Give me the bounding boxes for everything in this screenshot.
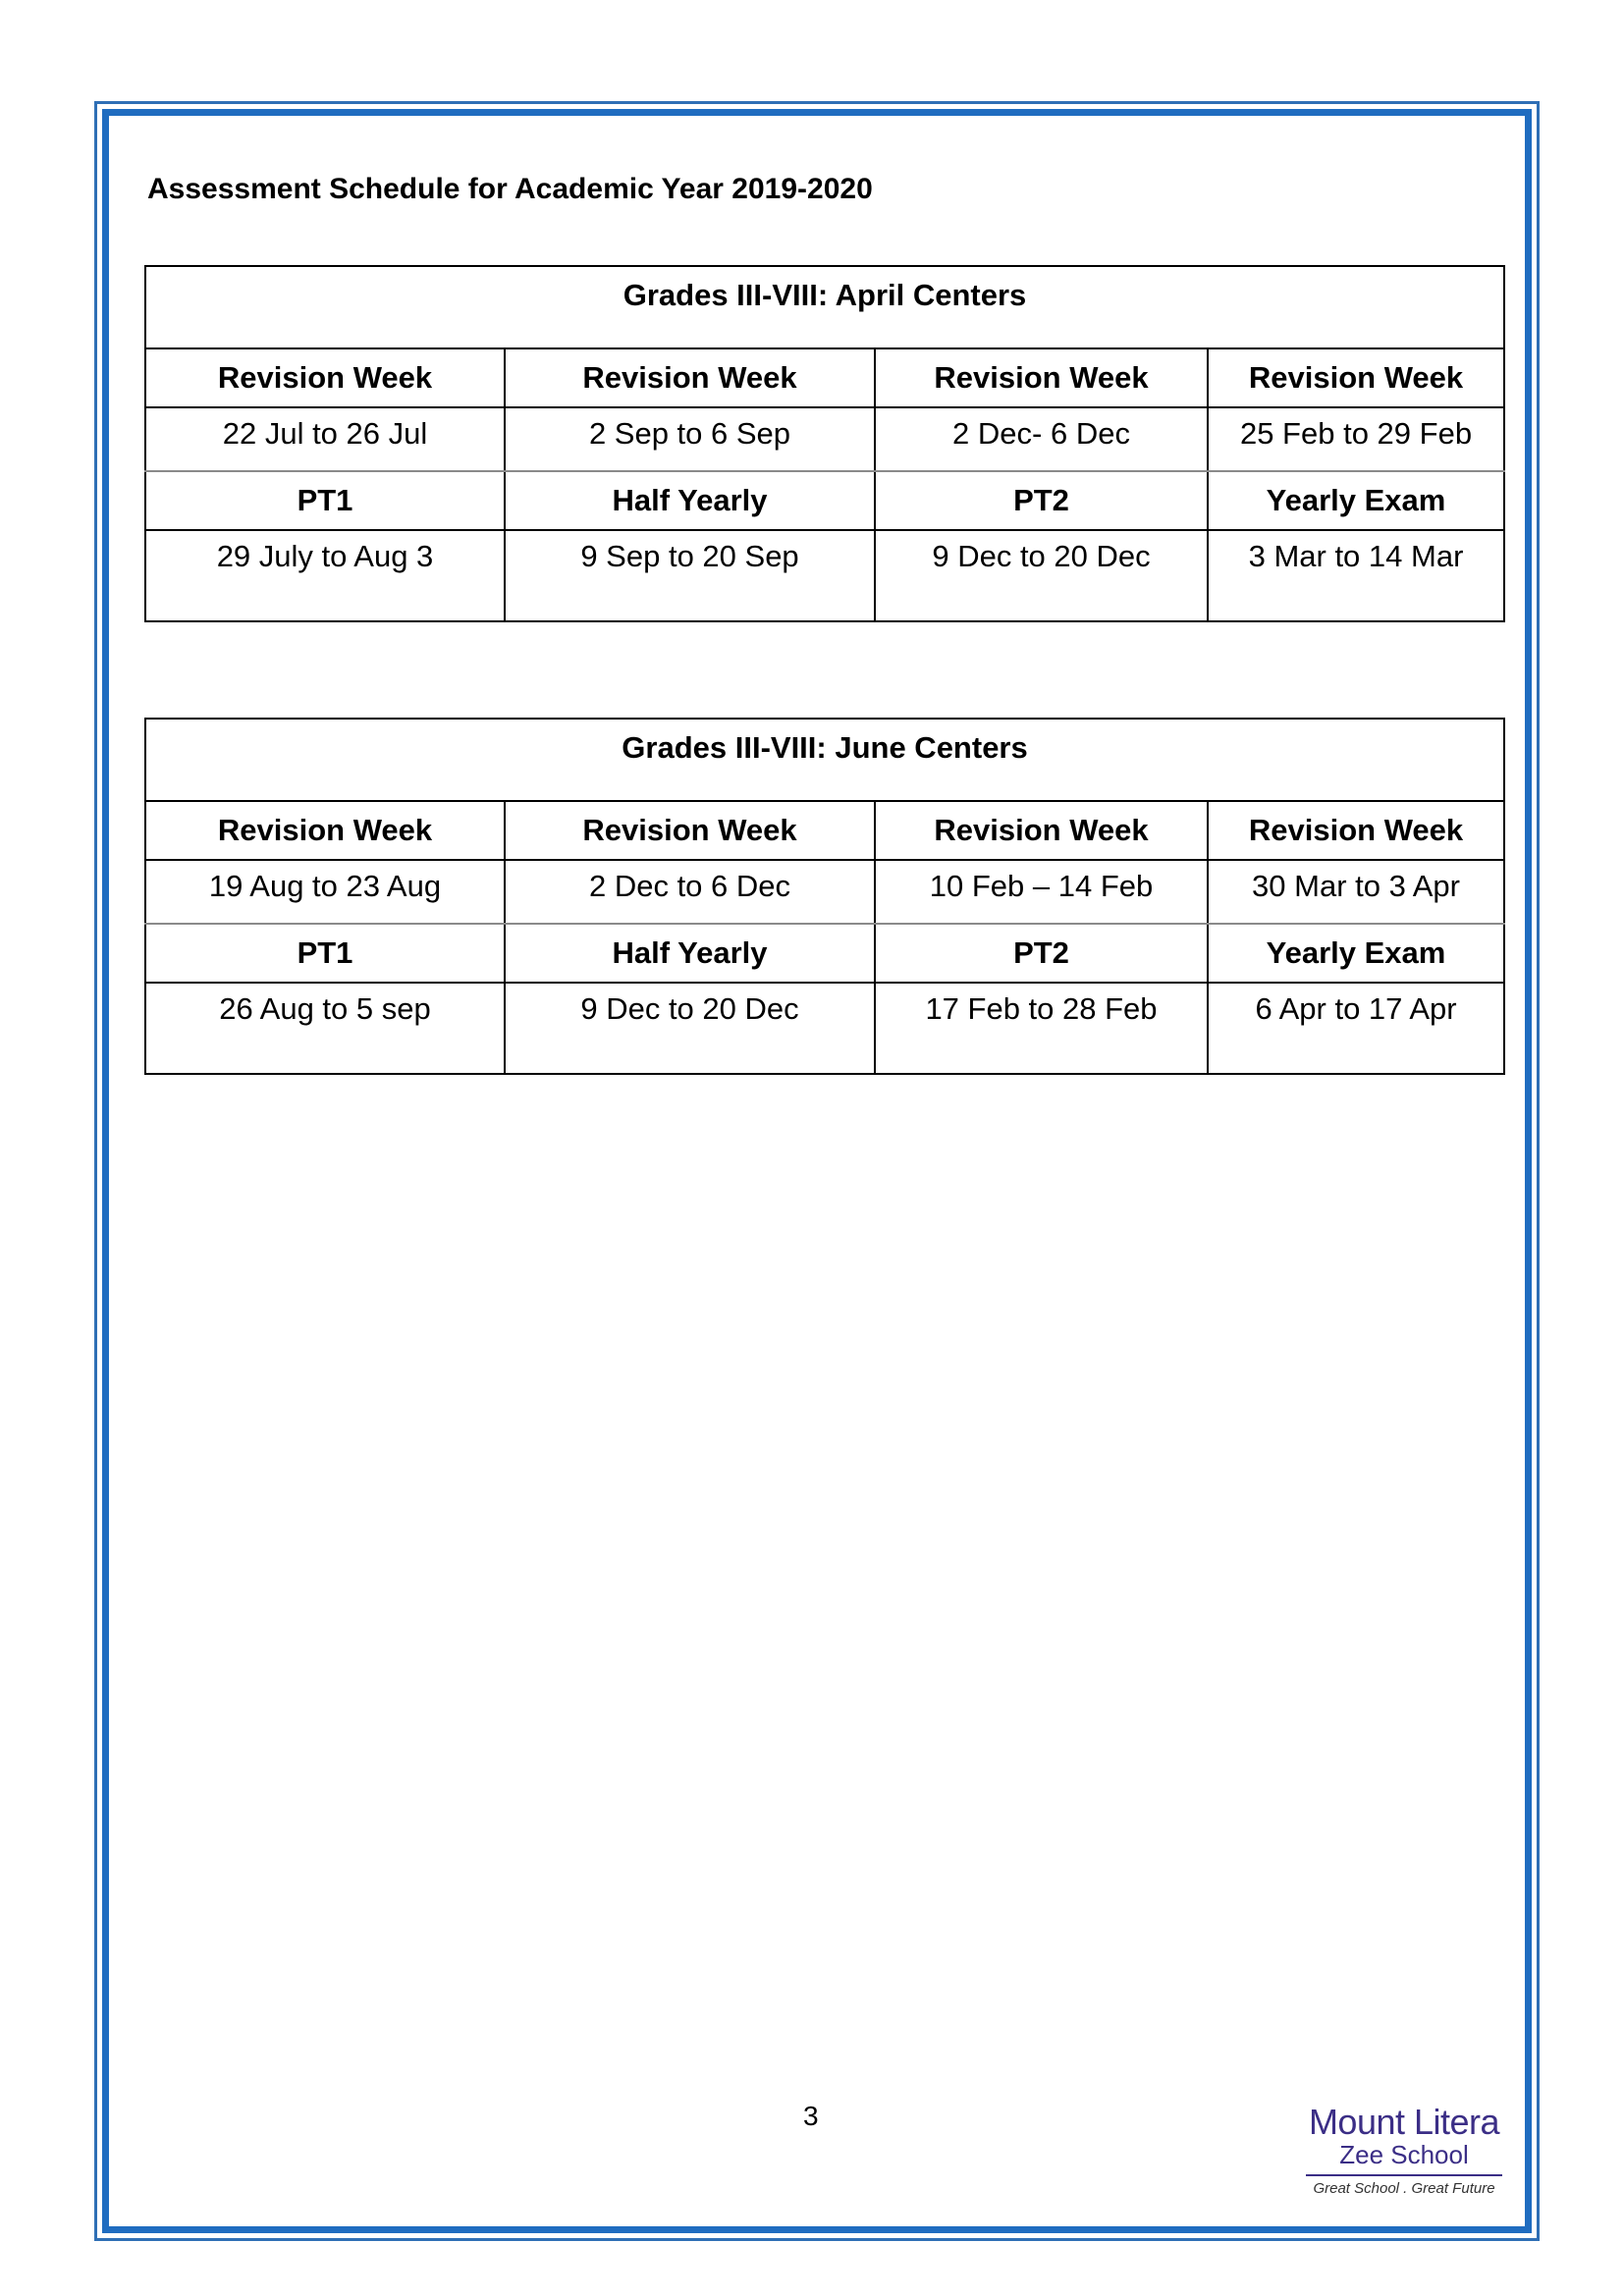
exam-dates-row (145, 983, 1504, 1074)
table-cell: 29 July to Aug 3 (145, 530, 505, 621)
table-cell: 17 Feb to 28 Feb (875, 983, 1208, 1074)
table-cell: 2 Dec to 6 Dec (505, 860, 875, 924)
table-cell: 26 Aug to 5 sep (145, 983, 505, 1074)
column-header: Yearly Exam (1208, 471, 1504, 530)
revision-header-row (145, 348, 1504, 407)
column-header: Revision Week (1208, 801, 1504, 860)
table-cell: 9 Dec to 20 Dec (875, 530, 1208, 621)
table-cell: 6 Apr to 17 Apr (1208, 983, 1504, 1074)
schedule-table-june (144, 718, 1505, 1075)
table-title-row (145, 266, 1504, 348)
school-logo (1306, 2104, 1502, 2198)
revision-header-row (145, 801, 1504, 860)
column-header: Revision Week (145, 801, 505, 860)
column-header: Yearly Exam (1208, 924, 1504, 983)
table-cell: 25 Feb to 29 Feb (1208, 407, 1504, 471)
table-cell: 2 Sep to 6 Sep (505, 407, 875, 471)
table-cell: 22 Jul to 26 Jul (145, 407, 505, 471)
table-cell: 9 Dec to 20 Dec (505, 983, 875, 1074)
column-header: Half Yearly (505, 924, 875, 983)
schedule-table-april (144, 265, 1505, 622)
table-cell: 30 Mar to 3 Apr (1208, 860, 1504, 924)
exam-dates-row (145, 530, 1504, 621)
logo-subname: Zee School (1339, 2140, 1469, 2169)
logo-name: Mount Litera (1308, 2102, 1500, 2142)
table-title: Grades III-VIII: April Centers (145, 266, 1504, 348)
column-header: PT2 (875, 924, 1208, 983)
logo-divider (1306, 2174, 1502, 2176)
logo-tagline: Great School . Great Future (1313, 2180, 1495, 2197)
table-cell: 10 Feb – 14 Feb (875, 860, 1208, 924)
column-header: Revision Week (875, 348, 1208, 407)
column-header: PT1 (145, 924, 505, 983)
column-header: PT1 (145, 471, 505, 530)
table-cell: 19 Aug to 23 Aug (145, 860, 505, 924)
table-title-row (145, 719, 1504, 801)
column-header: Revision Week (875, 801, 1208, 860)
table-cell: 9 Sep to 20 Sep (505, 530, 875, 621)
table-cell: 3 Mar to 14 Mar (1208, 530, 1504, 621)
column-header: Revision Week (505, 801, 875, 860)
page-heading: Assessment Schedule for Academic Year 2019-2020 (147, 173, 873, 205)
revision-dates-row (145, 860, 1504, 924)
exam-header-row (145, 471, 1504, 530)
exam-header-row (145, 924, 1504, 983)
revision-dates-row (145, 407, 1504, 471)
table-title: Grades III-VIII: June Centers (145, 719, 1504, 801)
table-cell: 2 Dec- 6 Dec (875, 407, 1208, 471)
column-header: Half Yearly (505, 471, 875, 530)
column-header: Revision Week (505, 348, 875, 407)
column-header: PT2 (875, 471, 1208, 530)
page-number: 3 (803, 2101, 819, 2131)
column-header: Revision Week (145, 348, 505, 407)
column-header: Revision Week (1208, 348, 1504, 407)
